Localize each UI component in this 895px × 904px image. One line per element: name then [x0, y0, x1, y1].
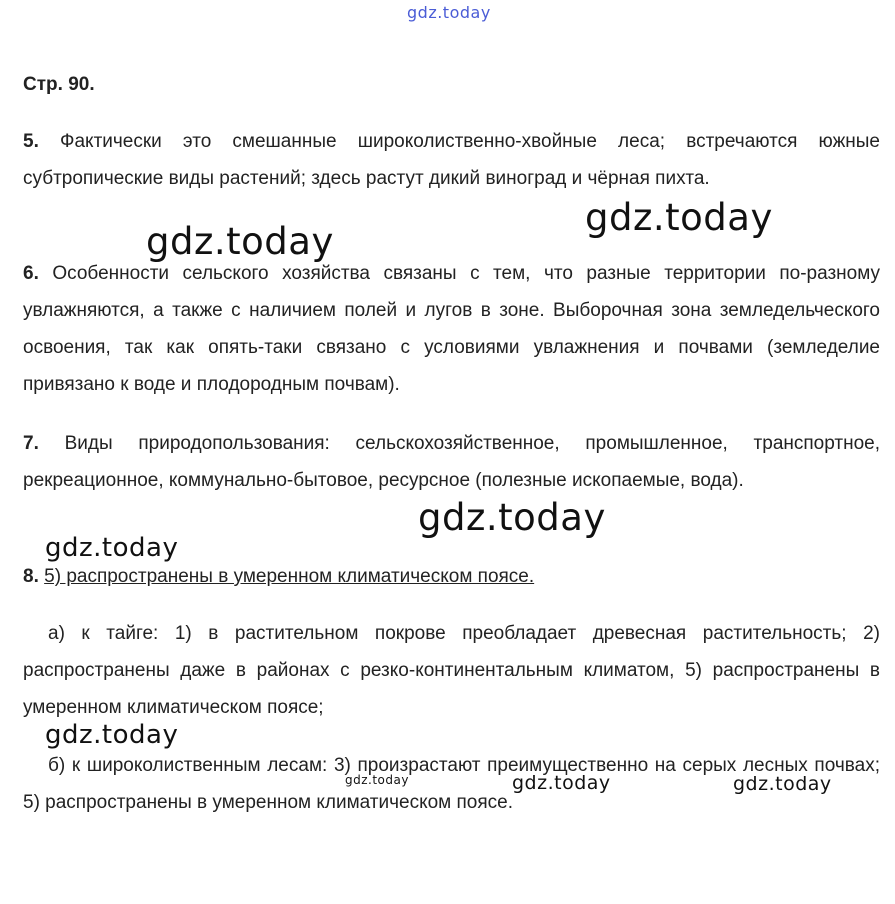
answer-8a: а) к тайге: 1) в растительном покрове преобладает древесная растительность; 2) распространены даже в районах с резко-континентальным климатом, 5) распространены в умеренном климатическом поясе; — [23, 623, 880, 718]
answer-5-number: 5. — [23, 131, 39, 152]
answer-6-number: 6. — [23, 263, 39, 284]
watermark: gdz.today — [45, 720, 179, 750]
answer-8-number: 8. — [23, 566, 39, 587]
watermark: gdz.today — [345, 773, 409, 787]
watermark: gdz.today — [418, 496, 606, 539]
watermark: gdz.today — [45, 533, 179, 563]
answer-7-text: Виды природопользования: сельскохозяйственное, промышленное, транспортное, рекреационное, коммунально-бытовое, ресурсное (полезные ископаемые, вода). — [23, 433, 881, 491]
answer-8-text: 5) распространены в умеренном климатическом поясе. — [44, 566, 535, 587]
watermark: gdz.today — [733, 773, 832, 795]
watermark: gdz.today — [512, 772, 611, 794]
answer-5 — [23, 123, 880, 197]
watermark-top: gdz.today — [407, 3, 491, 22]
page-heading: Стр. 90. — [23, 74, 95, 95]
answer-5-text: Фактически это смешанные широколиственно-хвойные леса; встречаются южные субтропические виды растений; здесь растут дикий виноград и чёрная пихта. — [23, 131, 880, 189]
answer-7 — [23, 425, 880, 499]
watermark: gdz.today — [146, 220, 334, 263]
answer-6-text: Особенности сельского хозяйства связаны с тем, что разные территории по-разному увлажняются, а также с наличием полей и лугов в зоне. Выборочная зона земледельческого освоения, так как опять-таки связано с условиями увлажнения и почвами (земледелие привязано к воде и плодородным почвам). — [23, 263, 881, 395]
answer-6 — [23, 255, 880, 403]
watermark: gdz.today — [585, 196, 773, 239]
answer-7-number: 7. — [23, 433, 39, 454]
answer-8 — [23, 558, 880, 595]
answer-8b: б) к широколиственным лесам: 3) произрастают преимущественно на серых лесных почвах; 5) распространены в умеренном климатическом поясе. — [23, 755, 880, 813]
